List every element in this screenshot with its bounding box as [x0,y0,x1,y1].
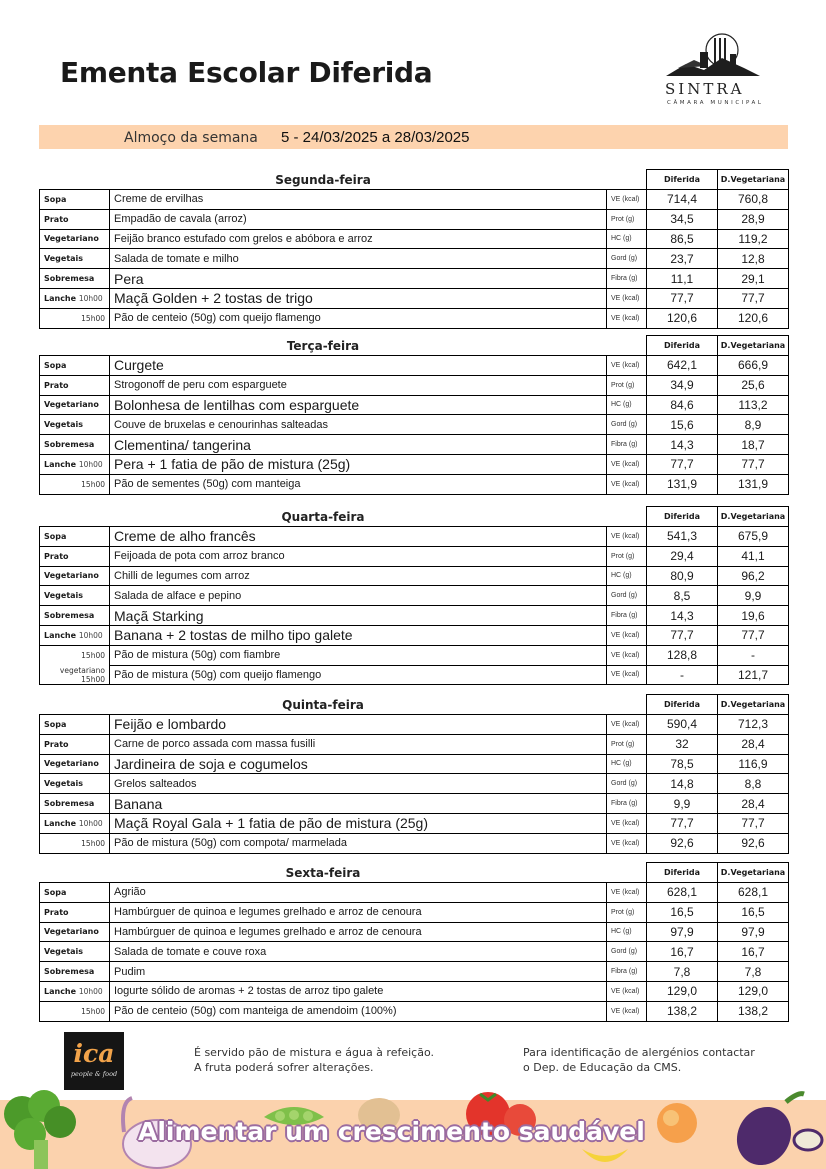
row-category [40,586,110,606]
value-diferida: 29,4 [647,546,718,566]
menu-table [39,355,789,495]
col-header-diferida: Diferida [646,169,718,190]
menu-table [39,882,789,1022]
category-label: Sopa [44,360,67,370]
nutrient-label: HC (g) [607,229,647,249]
value-diferida: 8,5 [647,586,718,606]
value-vegetariana: 97,9 [718,922,789,942]
nutrient-label: VE (kcal) [607,715,647,735]
category-label: Vegetais [44,591,84,601]
nutrient-label: Fibra (g) [607,606,647,626]
row-category [40,566,110,586]
row-category [40,288,110,308]
row-category [40,454,110,474]
snack-time: 15h00 [81,650,105,660]
category-label: Lanche [44,986,77,996]
menu-table [39,714,789,854]
menu-item: Maçã Golden + 2 tostas de trigo [110,288,607,308]
value-vegetariana: - [718,645,789,665]
slogan: Alimentar um crescimento saudável [138,1117,645,1146]
nutrient-label: Prot (g) [607,209,647,229]
menu-item: Banana [110,794,607,814]
page-title: Ementa Escolar Diferida [60,56,433,89]
value-vegetariana: 92,6 [718,833,789,853]
value-diferida: - [647,665,718,685]
table-row [40,527,789,547]
menu-item: Iogurte sólido de aromas + 2 tostas de arroz tipo galete [110,981,607,1001]
table-row [40,415,789,435]
value-vegetariana: 666,9 [718,356,789,376]
menu-item: Feijoada de pota com arroz branco [110,546,607,566]
value-diferida: 131,9 [647,474,718,494]
value-diferida: 77,7 [647,454,718,474]
value-vegetariana: 113,2 [718,395,789,415]
snack-time-cell [40,645,110,665]
nutrient-label: Fibra (g) [607,269,647,289]
row-category [40,249,110,269]
value-diferida: 16,7 [647,942,718,962]
category-label: Vegetariano [44,234,99,244]
ica-logo-tagline: people & food [70,1070,118,1078]
category-label: Vegetais [44,254,84,264]
nutrient-label: Gord (g) [607,415,647,435]
category-label: Prato [44,739,69,749]
table-row [40,1001,789,1021]
eggplant-icon [728,1088,826,1169]
table-row [40,645,789,665]
nutrient-label: Prot (g) [607,734,647,754]
nutrient-label: VE (kcal) [607,190,647,210]
menu-item: Pão de mistura (50g) com compota/ marmelada [110,833,607,853]
nutrient-label: Prot (g) [607,546,647,566]
snack-time-cell [40,308,110,328]
menu-item: Carne de porco assada com massa fusilli [110,734,607,754]
nutrient-label: Gord (g) [607,942,647,962]
value-vegetariana: 675,9 [718,527,789,547]
value-vegetariana: 116,9 [718,754,789,774]
value-vegetariana: 712,3 [718,715,789,735]
row-category [40,883,110,903]
value-vegetariana: 18,7 [718,435,789,455]
menu-item: Creme de ervilhas [110,190,607,210]
value-vegetariana: 760,8 [718,190,789,210]
nutrient-label: HC (g) [607,754,647,774]
menu-item: Chilli de legumes com arroz [110,566,607,586]
day-title: Segunda-feira [275,173,371,187]
menu-item: Pera + 1 fatia de pão de mistura (25g) [110,454,607,474]
col-header-diferida: Diferida [646,862,718,883]
nutrient-label: Prot (g) [607,375,647,395]
category-label: Prato [44,214,69,224]
menu-item: Hambúrguer de quinoa e legumes grelhado e arroz de cenoura [110,902,607,922]
nutrient-label: VE (kcal) [607,883,647,903]
nutrient-label: HC (g) [607,566,647,586]
table-row [40,209,789,229]
menu-item: Hambúrguer de quinoa e legumes grelhado e arroz de cenoura [110,922,607,942]
table-row [40,269,789,289]
nutrient-label: VE (kcal) [607,981,647,1001]
menu-item: Pão de centeio (50g) com manteiga de amendoim (100%) [110,1001,607,1021]
menu-item: Pão de sementes (50g) com manteiga [110,474,607,494]
day-title: Quinta-feira [282,698,364,712]
value-vegetariana: 131,9 [718,474,789,494]
value-diferida: 7,8 [647,962,718,982]
snack-time-cell [40,474,110,494]
nutrient-label: VE (kcal) [607,356,647,376]
footer-note-left [194,1045,434,1075]
row-category [40,209,110,229]
row-category [40,546,110,566]
row-category [40,922,110,942]
value-diferida: 97,9 [647,922,718,942]
snack-time: 15h00 [81,1006,105,1016]
value-diferida: 628,1 [647,883,718,903]
value-vegetariana: 121,7 [718,665,789,685]
value-vegetariana: 77,7 [718,288,789,308]
category-label: Sopa [44,719,67,729]
nutrient-label: VE (kcal) [607,645,647,665]
value-diferida: 138,2 [647,1001,718,1021]
row-category [40,962,110,982]
table-row [40,794,789,814]
col-header-vegetariana: D.Vegetariana [717,506,789,527]
value-vegetariana: 28,9 [718,209,789,229]
row-category [40,375,110,395]
row-category [40,435,110,455]
table-row [40,981,789,1001]
menu-item: Clementina/ tangerina [110,435,607,455]
footer-note-left-line2: A fruta poderá sofrer alterações. [194,1061,374,1074]
nutrient-label: VE (kcal) [607,665,647,685]
row-category [40,415,110,435]
col-header-vegetariana: D.Vegetariana [717,694,789,715]
snack-time: 15h00 [81,838,105,848]
row-category [40,625,110,645]
table-row [40,454,789,474]
day-title: Terça-feira [286,339,360,353]
menu-item: Agrião [110,883,607,903]
value-vegetariana: 77,7 [718,625,789,645]
value-vegetariana: 25,6 [718,375,789,395]
menu-item: Grelos salteados [110,774,607,794]
table-row [40,249,789,269]
menu-table [39,189,789,329]
value-vegetariana: 96,2 [718,566,789,586]
logo-wordmark: SINTRA [665,80,745,98]
day-title: Sexta-feira [285,866,361,880]
row-category [40,981,110,1001]
category-label: Prato [44,907,69,917]
table-row [40,586,789,606]
nutrient-label: VE (kcal) [607,625,647,645]
nutrient-label: HC (g) [607,922,647,942]
nutrient-label: VE (kcal) [607,527,647,547]
menu-item: Pera [110,269,607,289]
category-label: Vegetariano [44,571,99,581]
menu-item: Salada de tomate e milho [110,249,607,269]
broccoli-icon [0,1090,90,1169]
value-vegetariana: 16,5 [718,902,789,922]
value-diferida: 120,6 [647,308,718,328]
table-row [40,715,789,735]
table-row [40,962,789,982]
nutrient-label: Fibra (g) [607,794,647,814]
col-header-diferida: Diferida [646,694,718,715]
value-vegetariana: 8,8 [718,774,789,794]
value-diferida: 128,8 [647,645,718,665]
table-row [40,288,789,308]
nutrient-label: Prot (g) [607,902,647,922]
value-diferida: 78,5 [647,754,718,774]
snack-time: 10h00 [78,459,103,469]
value-diferida: 84,6 [647,395,718,415]
col-header-diferida: Diferida [646,335,718,356]
value-vegetariana: 29,1 [718,269,789,289]
category-label: Sopa [44,887,67,897]
value-diferida: 80,9 [647,566,718,586]
value-vegetariana: 119,2 [718,229,789,249]
value-diferida: 129,0 [647,981,718,1001]
row-category [40,395,110,415]
nutrient-label: VE (kcal) [607,308,647,328]
value-vegetariana: 16,7 [718,942,789,962]
value-vegetariana: 138,2 [718,1001,789,1021]
category-label: Vegetariano [44,927,99,937]
value-diferida: 9,9 [647,794,718,814]
value-diferida: 642,1 [647,356,718,376]
table-row [40,375,789,395]
row-category [40,734,110,754]
row-category [40,902,110,922]
table-row [40,942,789,962]
snack-time-cell [40,833,110,853]
value-diferida: 32 [647,734,718,754]
category-label: Sobremesa [44,440,95,450]
menu-item: Empadão de cavala (arroz) [110,209,607,229]
snack-time: 15h00 [81,479,105,489]
menu-item: Pão de centeio (50g) com queijo flamengo [110,308,607,328]
table-row [40,665,789,685]
value-vegetariana: 7,8 [718,962,789,982]
value-diferida: 16,5 [647,902,718,922]
value-diferida: 34,9 [647,375,718,395]
menu-item: Pudim [110,962,607,982]
category-label: Sobremesa [44,799,95,809]
table-row [40,922,789,942]
col-header-diferida: Diferida [646,506,718,527]
category-label: Lanche [44,459,77,469]
row-category [40,942,110,962]
row-category [40,774,110,794]
value-diferida: 23,7 [647,249,718,269]
value-vegetariana: 19,6 [718,606,789,626]
table-row [40,813,789,833]
category-label: Lanche [44,293,77,303]
table-row [40,625,789,645]
value-diferida: 92,6 [647,833,718,853]
table-row [40,229,789,249]
nutrient-label: Gord (g) [607,774,647,794]
row-category [40,229,110,249]
menu-item: Couve de bruxelas e cenourinhas salteadas [110,415,607,435]
category-label: Lanche [44,818,77,828]
value-vegetariana: 28,4 [718,794,789,814]
menu-item: Bolonhesa de lentilhas com esparguete [110,395,607,415]
category-label: Lanche [44,630,77,640]
snack-time: 15h00 [81,674,105,684]
value-vegetariana: 77,7 [718,454,789,474]
row-category [40,527,110,547]
value-vegetariana: 129,0 [718,981,789,1001]
week-label: Almoço da semana [124,130,258,146]
snack-time: 10h00 [78,630,103,640]
snack-time-cell [40,1001,110,1021]
value-vegetariana: 120,6 [718,308,789,328]
value-diferida: 14,8 [647,774,718,794]
col-header-vegetariana: D.Vegetariana [717,862,789,883]
category-label: Sobremesa [44,611,95,621]
value-vegetariana: 628,1 [718,883,789,903]
category-label: Prato [44,551,69,561]
row-category [40,754,110,774]
footer-note-left-line1: É servido pão de mistura e água à refeição. [194,1046,434,1059]
nutrient-label: Gord (g) [607,586,647,606]
table-row [40,190,789,210]
table-row [40,606,789,626]
row-category [40,269,110,289]
value-diferida: 86,5 [647,229,718,249]
nutrient-label: VE (kcal) [607,833,647,853]
snack-time: 10h00 [78,818,103,828]
category-label: Sobremesa [44,967,95,977]
menu-table [39,526,789,685]
table-row [40,883,789,903]
value-diferida: 11,1 [647,269,718,289]
nutrient-label: VE (kcal) [607,454,647,474]
peach-icon [652,1096,702,1146]
category-label: Vegetariano [44,400,99,410]
menu-item: Maçã Royal Gala + 1 fatia de pão de mistura (25g) [110,813,607,833]
menu-item: Maçã Starking [110,606,607,626]
value-diferida: 15,6 [647,415,718,435]
vegetarian-tag: vegetariano [59,665,105,675]
table-row [40,308,789,328]
category-label: Vegetais [44,779,84,789]
menu-item: Feijão branco estufado com grelos e abóbora e arroz [110,229,607,249]
snack-time: 10h00 [78,293,103,303]
row-category [40,715,110,735]
category-label: Prato [44,380,69,390]
value-diferida: 77,7 [647,813,718,833]
menu-item: Banana + 2 tostas de milho tipo galete [110,625,607,645]
nutrient-label: Fibra (g) [607,962,647,982]
menu-item: Curgete [110,356,607,376]
value-vegetariana: 41,1 [718,546,789,566]
nutrient-label: VE (kcal) [607,288,647,308]
week-range: 5 - 24/03/2025 a 28/03/2025 [281,129,470,146]
value-diferida: 14,3 [647,606,718,626]
col-header-vegetariana: D.Vegetariana [717,335,789,356]
menu-item: Jardineira de soja e cogumelos [110,754,607,774]
day-title: Quarta-feira [281,510,365,524]
row-category [40,813,110,833]
logo-subtitle: CÂMARA MUNICIPAL [667,100,764,106]
snack-time: 10h00 [78,986,103,996]
table-row [40,754,789,774]
table-row [40,356,789,376]
menu-item: Creme de alho francês [110,527,607,547]
nutrient-label: Gord (g) [607,249,647,269]
value-diferida: 14,3 [647,435,718,455]
col-header-vegetariana: D.Vegetariana [717,169,789,190]
table-row [40,474,789,494]
snack-time-cell [40,665,110,685]
value-vegetariana: 9,9 [718,586,789,606]
value-diferida: 590,4 [647,715,718,735]
table-row [40,734,789,754]
ica-logo [64,1032,124,1090]
category-label: Vegetais [44,947,84,957]
value-diferida: 714,4 [647,190,718,210]
menu-item: Pão de mistura (50g) com queijo flamengo [110,665,607,685]
row-category [40,356,110,376]
row-category [40,606,110,626]
value-vegetariana: 28,4 [718,734,789,754]
menu-item: Feijão e lombardo [110,715,607,735]
nutrient-label: VE (kcal) [607,813,647,833]
menu-item: Strogonoff de peru com esparguete [110,375,607,395]
table-row [40,833,789,853]
footer-note-right [523,1045,755,1075]
value-vegetariana: 8,9 [718,415,789,435]
table-row [40,566,789,586]
table-row [40,395,789,415]
table-row [40,902,789,922]
value-diferida: 541,3 [647,527,718,547]
ica-logo-text: ica [73,1039,115,1068]
nutrient-label: HC (g) [607,395,647,415]
category-label: Vegetais [44,420,84,430]
value-diferida: 77,7 [647,625,718,645]
table-row [40,435,789,455]
banana-icon [580,1145,630,1169]
value-diferida: 34,5 [647,209,718,229]
value-vegetariana: 77,7 [718,813,789,833]
row-category [40,794,110,814]
footer-note-right-line1: Para identificação de alergénios contactar [523,1046,755,1059]
menu-item: Salada de tomate e couve roxa [110,942,607,962]
menu-item: Salada de alface e pepino [110,586,607,606]
category-label: Vegetariano [44,759,99,769]
value-vegetariana: 12,8 [718,249,789,269]
snack-time: 15h00 [81,313,105,323]
category-label: Sopa [44,531,67,541]
table-row [40,774,789,794]
table-row [40,546,789,566]
nutrient-label: Fibra (g) [607,435,647,455]
footer-note-right-line2: o Dep. de Educação da CMS. [523,1061,682,1074]
category-label: Sopa [44,194,67,204]
nutrient-label: VE (kcal) [607,474,647,494]
menu-item: Pão de mistura (50g) com fiambre [110,645,607,665]
category-label: Sobremesa [44,274,95,284]
nutrient-label: VE (kcal) [607,1001,647,1021]
value-diferida: 77,7 [647,288,718,308]
row-category [40,190,110,210]
